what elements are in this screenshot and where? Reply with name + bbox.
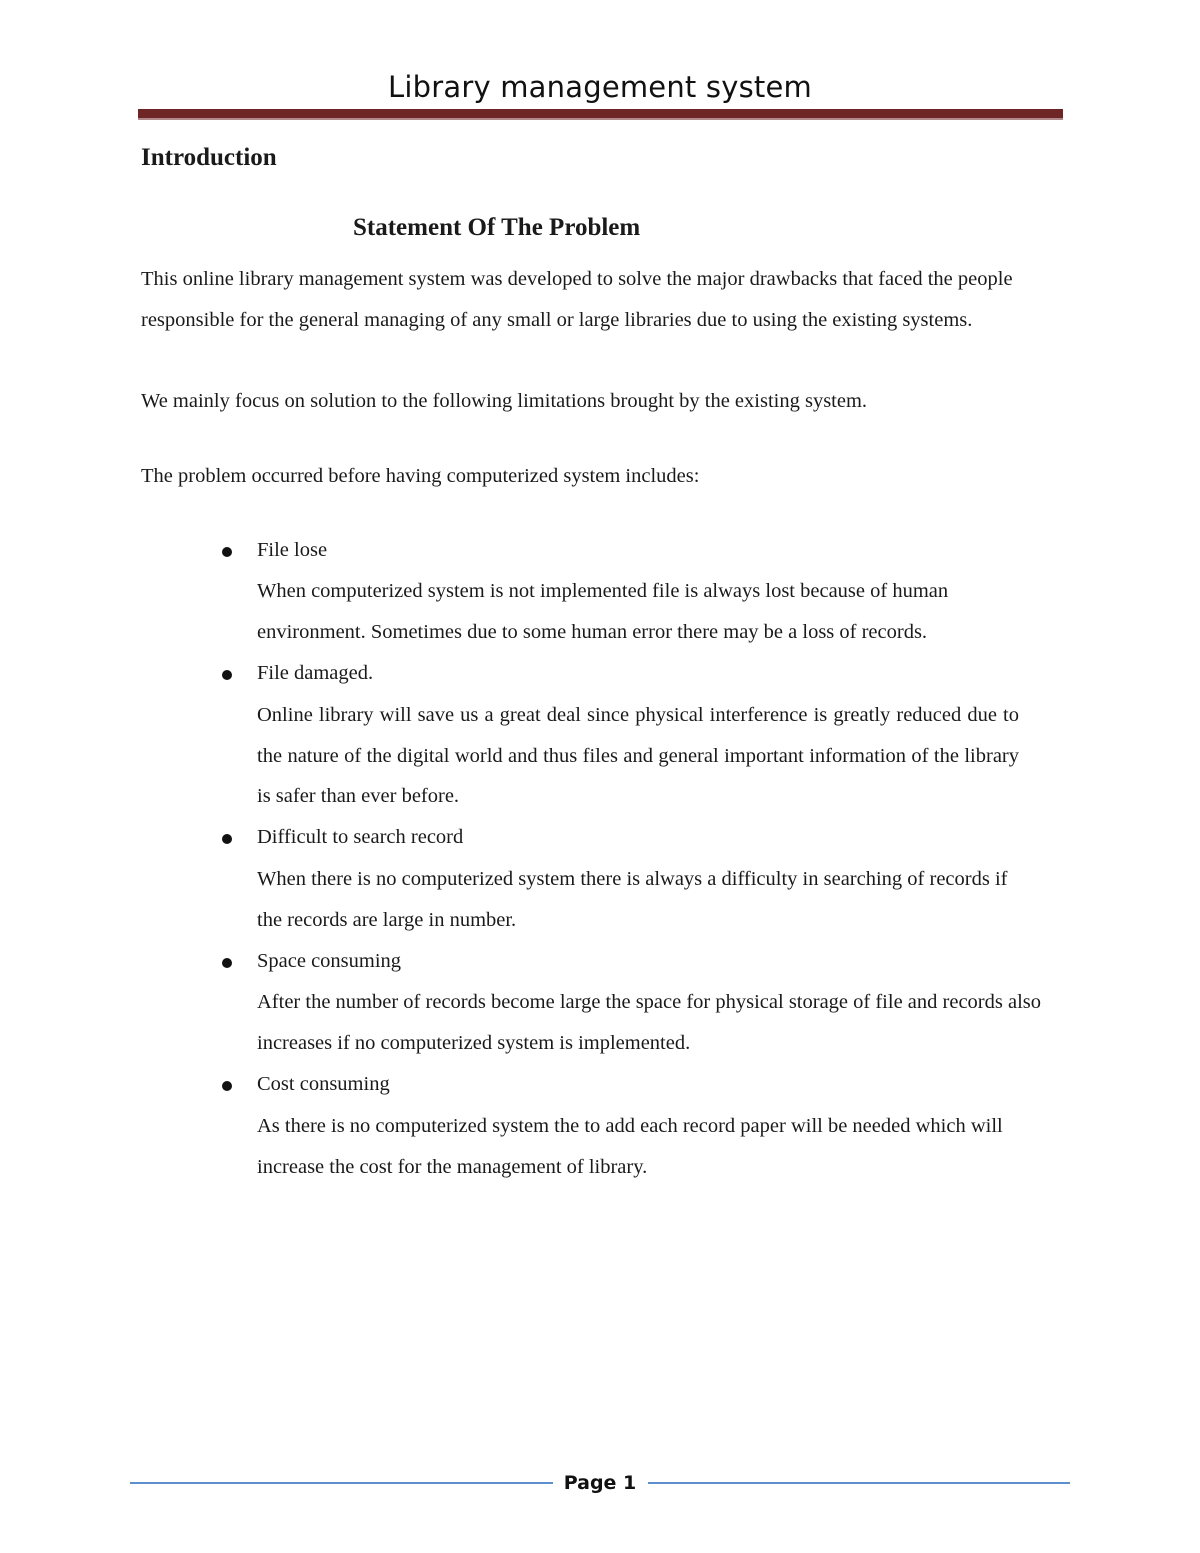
list-item-title: File lose [257,539,328,561]
list-item-title: Cost consuming [257,1073,390,1095]
list-item-title: File damaged. [257,662,374,684]
bullet-icon [222,670,232,680]
footer-rule-right [648,1482,1070,1484]
header-divider [138,109,1063,118]
paragraph-intro: This online library management system was developed to solve the major drawbacks that faced the people responsible for the general managing of any small or large libraries due to using the existing systems. [141,268,1013,331]
list-item-title: Difficult to search record [257,826,464,848]
bullet-icon [222,958,232,968]
paragraph-focus: We mainly focus on solution to the following limitations brought by the existing system. [141,390,868,412]
introduction-heading: Introduction [141,144,277,171]
footer-rule-left [130,1482,553,1484]
section-heading: Statement Of The Problem [353,214,641,241]
bullet-icon [222,1081,232,1091]
list-item-description: When computerized system is not implemented file is always lost because of human environment. Sometimes due to some human error there may be a loss of records. [257,580,949,643]
paragraph-problem-lead: The problem occurred before having computerized system includes: [141,465,700,487]
bullet-icon [222,834,232,844]
list-item-description: As there is no computerized system the to add each record paper will be needed which will increase the cost for the management of library. [257,1115,1003,1178]
list-item-description: Online library will save us a great deal since physical interference is greatly reduced due to the nature of the digital world and thus files and general important information of the library is safer than ever before. [257,704,1019,808]
list-item-description: When there is no computerized system there is always a difficulty in searching of records if the records are large in number. [257,868,1008,931]
page-number: Page 1 [563,1472,637,1494]
list-item-description: After the number of records become large the space for physical storage of file and records also increases if no computerized system is implemented. [257,991,1041,1054]
list-item-title: Space consuming [257,950,402,972]
bullet-icon [222,547,232,557]
header-title: Library management system [388,70,812,104]
